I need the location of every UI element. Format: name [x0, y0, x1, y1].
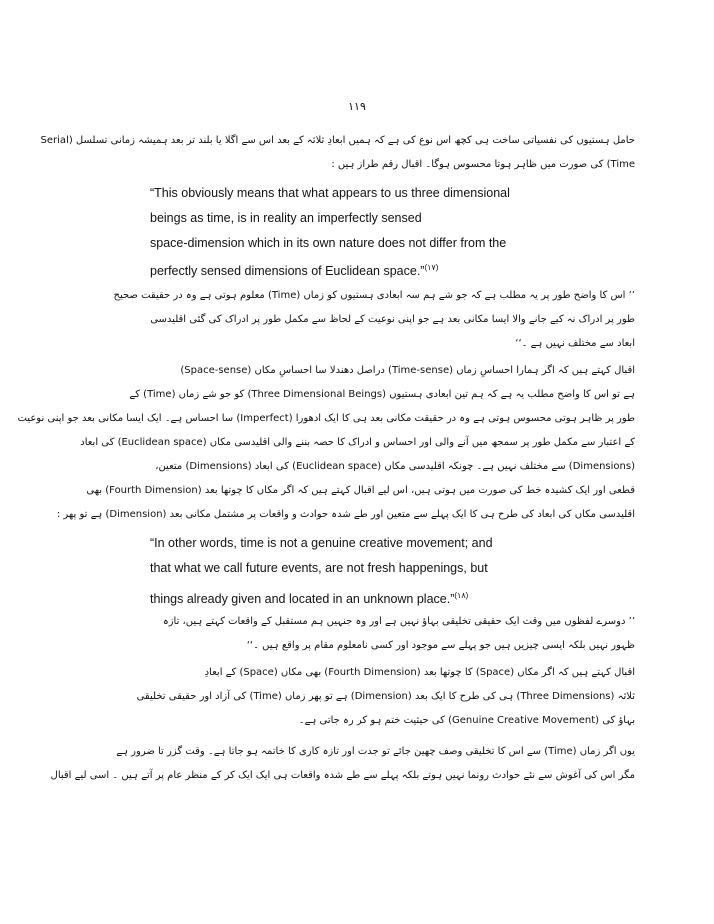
urdu-text-line	[56, 509, 635, 521]
urdu-text-line	[80, 715, 635, 727]
urdu-text-line	[80, 667, 635, 679]
urdu-text-line	[17, 413, 635, 425]
urdu-text-line	[80, 437, 635, 449]
line-text: قطعی اور ایک کشیدہ خط کی صورت میں ہوتی ہیں، اس لیے اقبال کہتے ہیں کہ اگر مکاں کا چوتھا بعد (Fourth Dimension) بھی	[86, 485, 635, 496]
english-quote-line	[150, 561, 620, 575]
line-text: ’’ اس کا واضح طور پر یہ مطلب ہے کہ جو شے ہم سہ ابعادی ہستیوں کو زماں (Time) معلوم ہوتی ہے وہ در حقیقت صحیح	[113, 290, 635, 301]
line-text: things already given and located in an unknown place.”	[150, 592, 455, 607]
line-text: یوں اگر زماں (Time) سے اس کا تخلیقی وصف چھین جائے تو جدت اور تازہ کاری کا خاتمہ ہو جاتا ہے۔ وقت گزر تا ضرور ہے	[116, 746, 635, 757]
line-text: اقبال کہتے ہیں کہ اگر مکاں (Space) کا چوتھا بعد (Fourth Dimension) بھی مکاں (Space) کے ابعادِ	[204, 667, 635, 678]
line-text: مگر اس کی آغوش سے نئے حوادث رونما نہیں ہوتے بلکہ پہلے سے طے شدہ واقعات ہی ایک ایک کر کے منظر عام پر آتے ہیں ۔ اسی لیے اقبال	[50, 770, 635, 781]
urdu-text-line	[150, 616, 635, 628]
urdu-text-line	[80, 746, 635, 758]
urdu-text-line	[113, 290, 635, 302]
line-text: ظہور نہیں بلکہ ایسی چیزیں ہیں جو پہلے سے موجود اور کسی نامعلوم مقام پر واقع ہیں ۔‘‘	[246, 640, 635, 651]
urdu-text-line	[150, 640, 635, 652]
line-text: ہے تو اس کا واضح مطلب یہ ہے کہ ہم تین ابعادی ہستیوں (Three Dimensional Beings) کو جو شے زماں (Time) کے	[129, 389, 635, 400]
page-number: ۱۱۹	[348, 100, 366, 113]
line-text: طور پر ادراک نہ کیے جانے والا ایسا مکانی بعد ہے جو اپنی نوعیت کے لحاظ سے مکمل طور پر ادراک کی گئی اقلیدسی	[150, 314, 635, 325]
line-text: (Dimensions) سے مختلف نہیں ہے۔ چونکہ اقلیدسی مکاں (Euclidean space) کی ابعاد (Dimensions) متعین،	[155, 461, 635, 472]
urdu-text-line	[80, 461, 635, 473]
line-text: “In other words, time is not a genuine creative movement; and	[150, 536, 493, 550]
english-quote-line	[150, 536, 620, 550]
english-quote-line	[150, 261, 620, 278]
line-text: حامل ہستیوں کی نفسیاتی ساخت ہی کچھ اس نوع کی ہے کہ ہمیں ابعادِ ثلاثہ کے بعد اس سے اگلا یا بلند تر بعد ہمیشہ زمانی تسلسل (Serial	[40, 135, 635, 146]
line-text: طور پر ظاہر ہوتی محسوس ہوتی ہے وہ در حقیقت مکانی بعد ہی کا ایک ادھورا (Imperfect) سا احساس ہے۔ ایک ایسا مکانی بعد جو اپنی نوعیت	[17, 413, 635, 424]
line-text: Time) کی صورت میں ظاہر ہوتا محسوس ہوگا۔ اقبال رقم طراز ہیں :	[331, 159, 635, 170]
english-quote-line	[150, 211, 620, 225]
english-quote-line	[150, 236, 620, 250]
line-text: “This obviously means that what appears to us three dimensional	[150, 186, 510, 200]
line-text: that what we call future events, are not fresh happenings, but	[150, 561, 488, 575]
line-text: beings as time, is in reality an imperfectly sensed	[150, 211, 422, 225]
footnote-reference: (۱۸)	[454, 591, 469, 600]
line-text: بہاؤ کی (Genuine Creative Movement) کی حیثیت ختم ہو کر رہ جاتی ہے۔	[298, 715, 635, 726]
line-text: کے اعتبار سے مکمل طور پر سمجھ میں آنے والی اور احساس و ادراک کا حصہ بننے والی اقلیدسی مکاں (Euclidean space) کی ابعاد	[80, 437, 635, 448]
urdu-text-line	[50, 770, 635, 782]
line-text: space-dimension which in its own nature does not differ from the	[150, 236, 507, 250]
line-text: perfectly sensed dimensions of Euclidean space.”	[150, 264, 425, 279]
urdu-text-line	[80, 389, 635, 401]
urdu-text-line	[80, 485, 635, 497]
urdu-text-line	[150, 314, 635, 326]
english-quote-line	[150, 186, 620, 200]
urdu-text-line	[40, 135, 635, 147]
urdu-text-line	[150, 338, 635, 350]
urdu-text-line	[80, 159, 635, 171]
line-text: اقلیدسی مکاں کی ابعاد کی طرح ہی کا ایک پہلے سے متعین اور طے شدہ حوادث و واقعات پر مشتمل مکانی بعد (Dimension) ہے تو پھر :	[56, 509, 635, 520]
english-quote-line	[150, 589, 620, 606]
line-text: ’’ دوسرے لفظوں میں وقت ایک حقیقی تخلیقی بہاؤ نہیں ہے اور وہ جنہیں ہم مستقبل کے واقعات کہتے ہیں، تازہ	[162, 616, 635, 627]
urdu-text-line	[80, 691, 635, 703]
urdu-text-line	[80, 365, 635, 377]
line-text: ابعاد سے مختلف نہیں ہے ۔‘‘	[515, 338, 635, 349]
line-text: ثلاثہ (Three Dimensions) ہی کی طرح کا ایک بعد (Dimension) ہے تو پھر زماں (Time) کی آزاد اور حقیقی تخلیقی	[136, 691, 635, 702]
footnote-reference: (۱۷)	[424, 263, 439, 272]
line-text: اقبال کہتے ہیں کہ اگر ہمارا احساسِ زماں (Time-sense) دراصل دھندلا سا احساسِ مکاں (Space-sense)	[180, 365, 635, 376]
